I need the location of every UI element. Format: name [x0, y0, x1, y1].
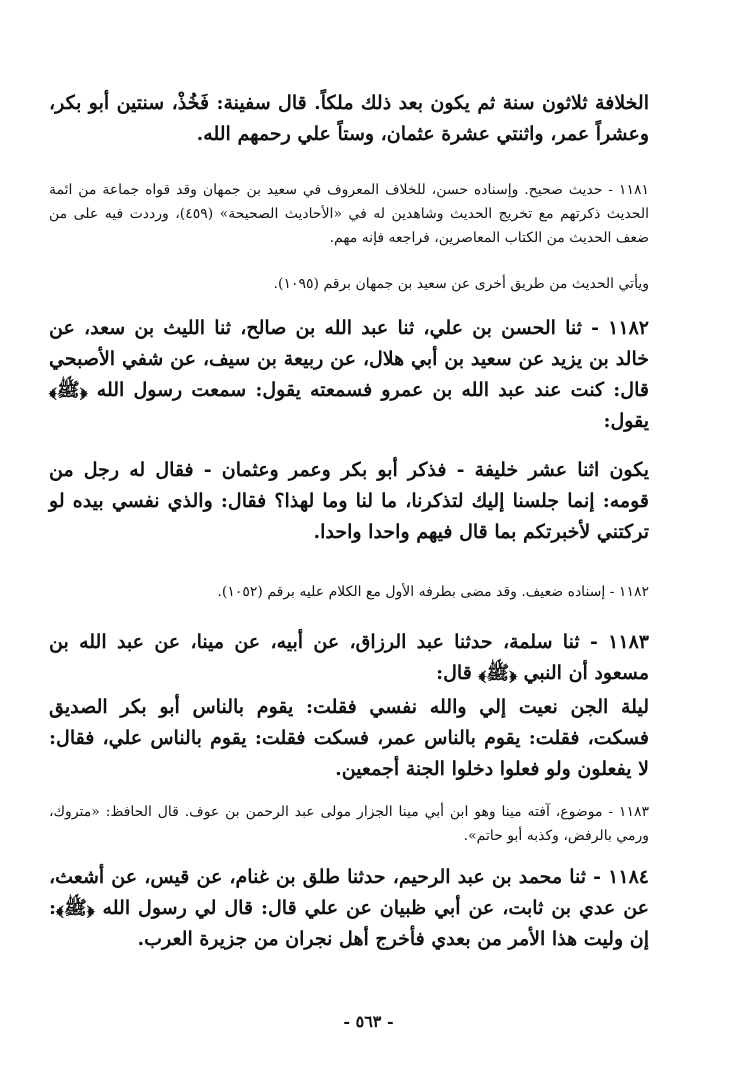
- hadith-1183-isnad: ١١٨٣ - ثنا سلمة، حدثنا عبد الرزاق، عن أبيه، عن مينا، عن عبد الله بن مسعود أن النبي ﴿ﷺ﴾ قال:: [49, 631, 649, 684]
- page-number: - ٥٦٣ -: [343, 1012, 394, 1031]
- footnote-1181-cross-reference: ويأتي الحديث من طريق أخرى عن سعيد بن جمهان برقم (١٠٩٥).: [273, 276, 649, 292]
- hadith-1183-matn: ليلة الجن نعيت إلي والله نفسي فقلت: يقوم بالناس أبو بكر الصديق فسكت، فقلت: يقوم بالناس عمر، فسكت فقلت: يقوم بالناس علي، فقال: لا يفعلون ولو فعلوا دخلوا الجنة أجمعين.: [49, 696, 649, 780]
- footnote-1182: ١١٨٢ - إسناده ضعيف. وقد مضى بطرفه الأول مع الكلام عليه برقم (١٠٥٢).: [217, 584, 649, 600]
- footnote-1181: ١١٨١ - حديث صحيح. وإسناده حسن، للخلاف المعروف في سعيد بن جمهان وقد قواه جماعة من ائمة الحديث ذكرتهم مع تخريج الحديث وشاهدين له في «الأحاديث الصحيحة» (٤٥٩)، ورددت فيه على من ضعف الحديث من الكتاب المعاصرين، فراجعه فإنه مهم.: [49, 182, 649, 246]
- footnote-1183: ١١٨٣ - موضوع، آفته مينا وهو ابن أبي مينا الجزار مولى عبد الرحمن بن عوف. قال الحافظ: «متروك، ورمي بالرفض، وكذبه أبو حاتم».: [49, 804, 649, 844]
- hadith-1181-text: الخلافة ثلاثون سنة ثم يكون بعد ذلك ملكاً. قال سفينة: فَخُذْ، سنتين أبو بكر، وعشراً عمر، واثنتي عشرة عثمان، وستاً علي رحمهم الله.: [49, 92, 649, 145]
- hadith-1182-matn: يكون اثنا عشر خليفة - فذكر أبو بكر وعمر وعثمان - فقال له رجل من قومه: إنما جلسنا إليك لتذكرنا، ما لنا وما لهذا؟ فقال: والذي نفسي بيده لو تركتني لأخبرتكم بما قال فيهم واحدا واحدا.: [49, 459, 649, 543]
- hadith-1182-isnad: ١١٨٢ - ثنا الحسن بن علي، ثنا عبد الله بن صالح، ثنا الليث بن سعد، عن خالد بن يزيد عن سعيد بن أبي هلال، عن ربيعة بن سيف، عن شفي الأصبحي قال: كنت عند عبد الله بن عمرو فسمعته يقول: سمعت رسول الله ﴿ﷺ﴾ يقول:: [49, 317, 649, 432]
- hadith-1184: ١١٨٤ - ثنا محمد بن عبد الرحيم، حدثنا طلق بن غنام، عن قيس، عن أشعث، عن عدي بن ثابت، عن أبي ظبيان عن علي قال: قال لي رسول الله ﴿ﷺ﴾: إن وليت هذا الأمر من بعدي فأخرج أهل نجران من جزيرة العرب.: [49, 866, 649, 950]
